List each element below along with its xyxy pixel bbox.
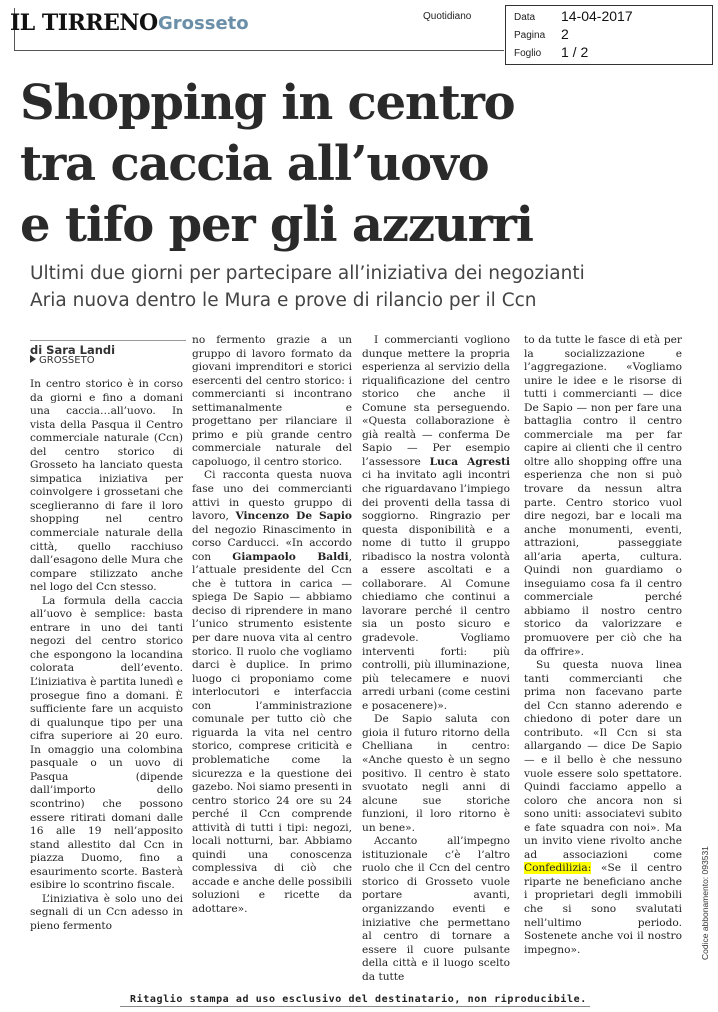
- publication-type: Quotidiano: [423, 11, 472, 22]
- paragraph: La formula della caccia all’uovo è semplice: basta entrare in uno dei tanti negozi del centro storico che espongono la locandina colorata dell’evento. L’iniziativa è partita lunedì e prosegue fino a domani. È sufficiente fare un acquisto di qualunque tipo per una cifra superiore ai 20 euro. In omaggio una colombina pasquale o un uovo di Pasqua (dipende dall’importo dello scontrino) che possono essere ritirati domani dalle 16 alle 19 nell’apposito stand allestito dal Ccn in piazza Duomo, fino a esaurimento scorte. Basterà esibire lo scontrino fiscale.: [30, 594, 183, 892]
- paragraph: no fermento grazie a un gruppo di lavoro formato da giovani imprenditori e storici esercenti del centro storico: i commercianti si incontrano settimanalmente e progettano per rilanciare il primo e più grande centro commerciale naturale del capoluogo, il centro storico.: [192, 334, 352, 468]
- paragraph: [524, 659, 682, 957]
- sheet-value: 1 / 2: [561, 44, 589, 60]
- edition-name: Grosseto: [158, 13, 249, 34]
- subhead-line: Aria nuova dentro le Mura e prove di rilancio per il Ccn: [30, 290, 537, 311]
- footer-disclaimer: Ritaglio stampa ad uso esclusivo del destinatario, non riproducibile.: [130, 994, 587, 1005]
- dateline-place: GROSSETO: [39, 355, 95, 366]
- dateline: [30, 355, 95, 366]
- paragraph: Accanto all’impegno istituzionale c’è l’altro ruolo che il Ccn del centro storico di Grosseto vuole portare avanti, organizzando eventi e iniziative che permettano al centro di tornare a essere il cuore pulsante della città e il luogo scelto da tutte: [362, 835, 510, 983]
- paragraph-text: Su questa nuova linea tanti commercianti che prima non facevano parte del Ccn stanno aderendo e chiedono di poter dare un contributo. «Il Ccn si sta allargando — dice De Sapio — e il bello è che nessuno vuole essere solo spettatore. Quindi facciamo appello a coloro che ancora non si sono uniti: associatevi subito e fate squadra con noi». Ma un invito viene rivolto anche ad associazioni come: [524, 659, 682, 861]
- metadata-box: [423, 5, 713, 65]
- headline-line: e tifo per gli azzurri: [20, 197, 533, 253]
- page-label: Pagina: [514, 30, 546, 41]
- paragraph: In centro storico è in corso da giorni e fino a domani una caccia…all’uovo. In vista della Pasqua il Centro commerciale naturale (Ccn) del centro storico di Grosseto ha lanciato questa simpatica iniziativa per coinvolgere i grossetani che sceglieranno di fare il loro shopping nel centro commerciale naturale della città, quello racchiuso dall’esagono delle Mura che compare stilizzato anche nel logo del Ccn stesso.: [30, 378, 183, 594]
- paragraph-text: del negozio Rinascimento in corso Carducci. «In accordo con: [192, 523, 352, 563]
- paragraph-text: Ci racconta questa nuova fase uno dei commercianti attivi in questo gruppo di lavoro,: [192, 469, 352, 523]
- sheet-label: Foglio: [514, 48, 542, 59]
- masthead-rule: [14, 50, 504, 51]
- article-subheadline: [30, 260, 690, 314]
- date-label: Data: [514, 12, 536, 23]
- triangle-icon: [30, 355, 36, 363]
- footer-rule: [120, 1006, 590, 1007]
- subhead-line: Ultimi due giorni per partecipare all’iniziativa dei negozianti: [30, 263, 585, 284]
- paragraph-text: «Se il centro riparte ne beneficiano anche i proprietari degli immobili che si sono svalutati nell’ultimo periodo. Sostenete anche voi il nostro impegno».: [524, 862, 682, 956]
- paragraph: [192, 469, 352, 916]
- headline-line: Shopping in centro: [20, 75, 515, 131]
- person-name: Giampaolo Baldi: [232, 550, 349, 563]
- article-column-1: [30, 378, 183, 933]
- subscription-code: Codice abbonamento: 093531: [700, 846, 710, 960]
- paragraph: [362, 334, 510, 713]
- page-value: 2: [561, 26, 569, 42]
- paragraph-text: I commercianti vogliono dunque mettere la propria esperienza al servizio della riqualificazione del centro storico che anche il Comune sta perseguendo. «Questa collaborazione è già realtà — conferma De Sapio — Per esempio l’assessore: [362, 334, 510, 468]
- headline-line: tra caccia all’uovo: [20, 136, 489, 192]
- person-name: Vincenzo De Sapio: [235, 510, 352, 523]
- article-headline: [20, 73, 580, 256]
- date-value: 14-04-2017: [561, 8, 633, 24]
- article-column-2: [192, 334, 352, 917]
- highlighted-term: Confedilizia:: [524, 862, 592, 875]
- paragraph-text: , l’attuale presidente del Ccn che è tuttora in carica — spiega De Sapio — abbiamo deciso di riprendere in mano l’unico strumento esistente per dare nuova vita al centro storico. Il ruolo che vogliamo darci è duplice. In primo luogo ci proponiamo come interlocutori e interfaccia con l’amministrazione comunale per tutto ciò che riguarda la vita nel centro storico, comprese criticità e problematiche come la sicurezza e la questione dei gazebo. Noi siamo presenti in centro storico 24 ore su 24 perché il Ccn comprende attività di tutti i tipi: negozi, locali notturni, bar. Abbiamo quindi una conoscenza complessiva di ciò che accade e anche delle possibili soluzioni e ricette da adottare».: [192, 550, 352, 915]
- paragraph: De Sapio saluta con gioia il futuro ritorno della Chelliana in centro: «Anche questo è un segno positivo. Il centro è stato svuotato negli anni di alcune sue storiche funzioni, il loro ritorno è un bene».: [362, 713, 510, 834]
- article-column-4: [524, 334, 682, 957]
- person-name: Luca Agresti: [429, 455, 511, 468]
- newspaper-logo: IL TIRRENO: [10, 10, 158, 36]
- paragraph: to da tutte le fasce di età per la socializzazione e l’aggregazione. «Vogliamo unire le idee e le risorse di tutti i commercianti — dice De Sapio — non per fare una battaglia contro il centro commerciale ma per far capire ai clienti che il centro oltre allo shopping offre una esperienza che non si può trovare da nessun altra parte. Centro storico vuol dire negozi, bar e locali ma anche monumenti, eventi, attrazioni, passeggiate all’aria aperta, cultura. Quindi non guardiamo o inseguiamo cosa fa il centro commerciale perché abbiamo il nostro centro storico da valorizzare e promuovere per ciò che ha da offrire».: [524, 334, 682, 658]
- paragraph-text: ci ha invitato agli incontri che riguardavano l’impiego dei proventi della tassa di soggiorno. Ringrazio per questa disponibilità e a nome di tutto il gruppo ribadisco la nostra volontà a essere ascoltati e a collaborare. Al Comune chiediamo che continui a lavorare perché il centro sia un posto sicuro e gradevole. Vogliamo interventi forti: più controlli, più illuminazione, più telecamere e nuovi arredi urbani (come cestini e posacenere)».: [362, 469, 510, 712]
- article-column-3: [362, 334, 510, 984]
- paragraph: L’iniziativa è solo uno dei segnali di un Ccn adesso in pieno fermento: [30, 892, 183, 932]
- byline: di Sara Landi: [30, 340, 186, 357]
